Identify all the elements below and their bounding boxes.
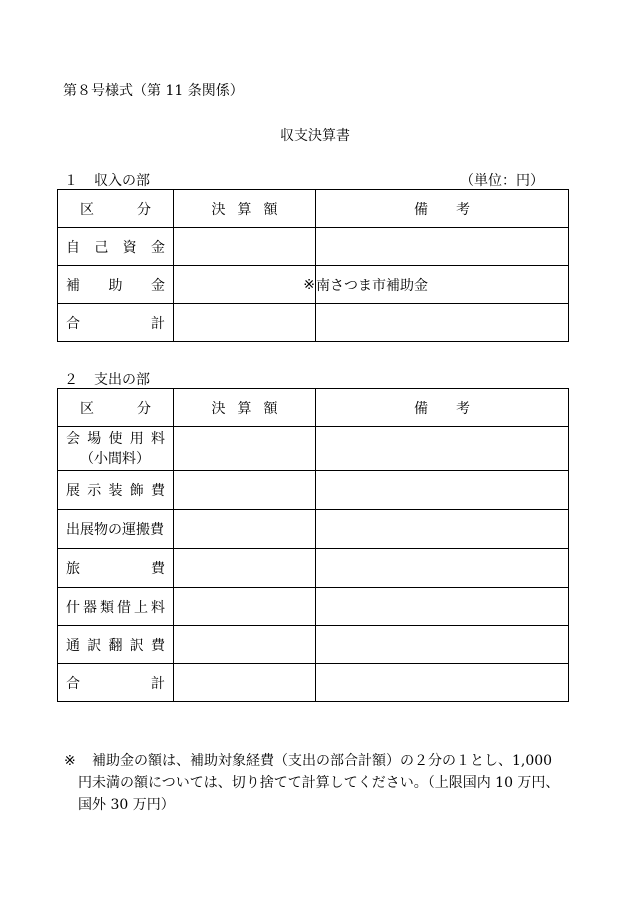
income-category-cell: 合 計 (58, 304, 174, 342)
income-section-heading (64, 170, 150, 190)
unit-label: （単位：円） (460, 173, 544, 189)
document-title: 収支決算書 (280, 128, 350, 144)
expense-amount-cell (174, 588, 316, 626)
expense-amount-cell (174, 471, 316, 510)
income-header-row (58, 190, 569, 228)
expense-header-category: 区 分 (58, 389, 174, 427)
expense-row-total (58, 664, 569, 702)
note-line: 国外 30 万円） (78, 797, 175, 813)
expense-row-travel (58, 549, 569, 588)
subsidy-note (64, 750, 574, 816)
income-header-remarks: 備 考 (316, 190, 569, 228)
expense-amount-cell (174, 626, 316, 664)
note-line: 補助金の額は、補助対象経費（支出の部合計額）の２分の１とし、1,000 (92, 753, 553, 769)
expense-remarks-cell (316, 471, 569, 510)
expense-row-interpretation (58, 626, 569, 664)
expense-category-cell: 通 訳 翻 訳 費 (58, 626, 174, 664)
income-header-category: 区 分 (58, 190, 174, 228)
expense-amount-cell (174, 664, 316, 702)
expense-table (57, 388, 569, 702)
expense-header-amount: 決 算 額 (174, 389, 316, 427)
expense-amount-cell (174, 427, 316, 471)
expense-remarks-cell (316, 664, 569, 702)
expense-remarks-cell (316, 588, 569, 626)
expense-category-cell: 展 示 装 飾 費 (58, 471, 174, 510)
note-mark: ※ (64, 753, 76, 769)
expense-remarks-cell (316, 549, 569, 588)
expense-category-cell: 会 場 使 用 料 （小間料） (58, 427, 174, 471)
income-row-total (58, 304, 569, 342)
expense-remarks-cell (316, 427, 569, 471)
expense-section-title: 支出の部 (94, 372, 150, 388)
expense-category-cell: 什 器 類 借 上 料 (58, 588, 174, 626)
expense-row-display-decoration (58, 471, 569, 510)
expense-section-heading (64, 369, 150, 389)
income-amount-cell (174, 228, 316, 266)
expense-category-cell: 出展物の運搬費 (58, 510, 174, 549)
expense-amount-cell (174, 549, 316, 588)
income-category-cell: 自 己 資 金 (58, 228, 174, 266)
subsidy-amount-mark: ※ (174, 266, 316, 304)
income-remarks-cell (316, 228, 569, 266)
expense-row-transport (58, 510, 569, 549)
expense-remarks-cell (316, 510, 569, 549)
form-number: 第８号様式（第 11 条関係） (63, 83, 244, 99)
income-section-number: １ (64, 173, 78, 189)
income-table (57, 189, 569, 342)
expense-header-row (58, 389, 569, 427)
expense-row-venue-fee (58, 427, 569, 471)
income-row-subsidy (58, 266, 569, 304)
income-amount-cell (174, 304, 316, 342)
expense-amount-cell (174, 510, 316, 549)
expense-category-cell: 旅 費 (58, 549, 174, 588)
income-category-cell: 補 助 金 (58, 266, 174, 304)
income-row-own-funds (58, 228, 569, 266)
expense-row-equipment-rental (58, 588, 569, 626)
expense-header-remarks: 備 考 (316, 389, 569, 427)
expense-remarks-cell (316, 626, 569, 664)
income-remarks-cell (316, 304, 569, 342)
income-header-amount: 決 算 額 (174, 190, 316, 228)
subsidy-remarks: 南さつま市補助金 (316, 266, 569, 304)
income-section-title: 収入の部 (94, 173, 150, 189)
expense-section-number: ２ (64, 372, 78, 388)
expense-category-cell: 合 計 (58, 664, 174, 702)
note-line: 円未満の額については、切り捨てて計算してください。（上限国内 10 万円、 (78, 775, 560, 791)
booth-fee-note: （小間料） (80, 450, 150, 467)
